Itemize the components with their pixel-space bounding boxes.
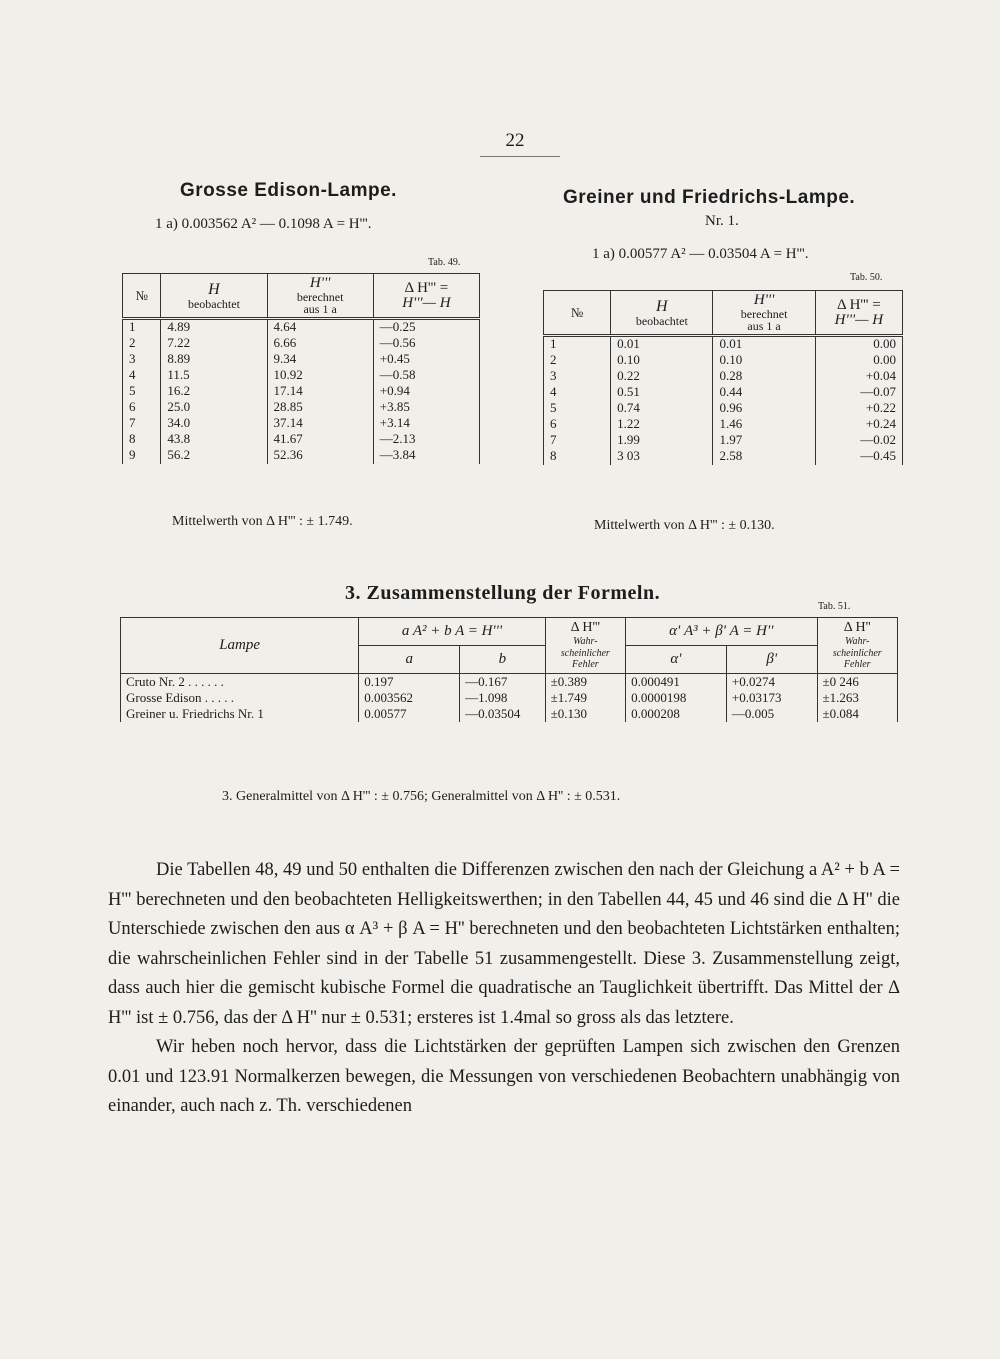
table-row — [121, 706, 898, 722]
table-cell: +3.85 — [373, 400, 479, 416]
table-cell: 3 — [123, 352, 161, 368]
table-cell: 0.000208 — [626, 706, 727, 722]
col-h: H beobachtet — [611, 291, 713, 336]
table-cell: 4 — [544, 385, 611, 401]
table-row — [544, 449, 903, 465]
table-cell: 0.00577 — [359, 706, 460, 722]
table-row — [544, 433, 903, 449]
table-cell: ±0.130 — [545, 706, 625, 722]
table-cell: —0.02 — [815, 433, 902, 449]
table-cell: 7.22 — [161, 336, 267, 352]
table-row — [544, 369, 903, 385]
table-cell: +0.94 — [373, 384, 479, 400]
right-subtitle: Nr. 1. — [705, 213, 739, 229]
table-row — [121, 690, 898, 706]
page-number: 22 — [505, 130, 525, 151]
table-cell: ±0 246 — [817, 673, 898, 690]
table-cell: —1.098 — [460, 690, 546, 706]
table-cell: 1.46 — [713, 417, 815, 433]
col-beta: β' — [726, 645, 817, 673]
table-cell: 6 — [123, 400, 161, 416]
table-cell: —0.58 — [373, 368, 479, 384]
col-b: b — [460, 645, 546, 673]
table-cell: 1.97 — [713, 433, 815, 449]
table-cell: 16.2 — [161, 384, 267, 400]
table-cell: +0.22 — [815, 401, 902, 417]
table-cell: ±0.389 — [545, 673, 625, 690]
col-a: a — [359, 645, 460, 673]
table-row — [544, 417, 903, 433]
table-cell: ±0.084 — [817, 706, 898, 722]
table-cell: +0.24 — [815, 417, 902, 433]
right-title: Greiner und Friedrichs-Lampe. — [563, 187, 856, 208]
table-cell: 2.58 — [713, 449, 815, 465]
table-cell: 1.99 — [611, 433, 713, 449]
col-lampe: Lampe — [121, 618, 359, 674]
right-tab-label: Tab. 50. — [850, 272, 883, 283]
table-cell: 0.74 — [611, 401, 713, 417]
section-tab-label: Tab. 51. — [818, 601, 851, 612]
table-cell: 1 — [123, 319, 161, 337]
col-nr: № — [123, 274, 161, 319]
table-cell: 8.89 — [161, 352, 267, 368]
table-cell: +0.03173 — [726, 690, 817, 706]
table-cell: 41.67 — [267, 432, 373, 448]
table-cell: 11.5 — [161, 368, 267, 384]
col-h3: H''' berechnet aus 1 a — [267, 274, 373, 319]
table-cell: Grosse Edison . . . . . — [121, 690, 359, 706]
table-cell: 4.89 — [161, 319, 267, 337]
table-cell: —3.84 — [373, 448, 479, 464]
table-cell: 0.96 — [713, 401, 815, 417]
left-formula: 1 a) 0.003562 A² — 0.1098 A = H'''. — [155, 216, 372, 232]
paragraph: Wir heben noch hervor, dass die Lichtstärken der geprüften Lampen sich zwischen den Grenzen 0.01 und 123.91 Normalkerzen bewegen, die Messungen von verschiedenen Beobachtern unabhängig von einander, auch nach z. Th. verschiedenen — [108, 1037, 900, 1116]
table-cell: 6.66 — [267, 336, 373, 352]
table-cell: +0.0274 — [726, 673, 817, 690]
table-cell: 0.28 — [713, 369, 815, 385]
table-cell: —0.45 — [815, 449, 902, 465]
table-cell: +0.45 — [373, 352, 479, 368]
body-text — [108, 856, 900, 1122]
table-cell: Greiner u. Friedrichs Nr. 1 — [121, 706, 359, 722]
table-row — [123, 352, 480, 368]
right-formula: 1 a) 0.00577 A² — 0.03504 A = H'''. — [592, 246, 809, 262]
table-cell: 0.00 — [815, 336, 902, 354]
right-table — [543, 290, 903, 465]
table-cell: —0.167 — [460, 673, 546, 690]
table-cell: 0.22 — [611, 369, 713, 385]
table-cell: 0.197 — [359, 673, 460, 690]
table-row — [123, 416, 480, 432]
col-alpha: α' — [626, 645, 727, 673]
table-cell: 0.10 — [713, 353, 815, 369]
table-cell: 2 — [123, 336, 161, 352]
table-cell: 5 — [544, 401, 611, 417]
table-row — [544, 336, 903, 354]
table-cell: 25.0 — [161, 400, 267, 416]
table-cell: 6 — [544, 417, 611, 433]
table-row — [544, 353, 903, 369]
table-cell: 10.92 — [267, 368, 373, 384]
table-cell: 8 — [544, 449, 611, 465]
table-cell: 0.000491 — [626, 673, 727, 690]
table-cell: 17.14 — [267, 384, 373, 400]
table-row — [123, 400, 480, 416]
paragraph: Die Tabellen 48, 49 und 50 enthalten die Differenzen zwischen den nach der Gleichung a A² + b A = H''' berechneten und den beobachteten Helligkeitswerthen; in den Tabellen 44, 45 und 46 sind die Δ H'' die Unterschiede zwischen den aus α A³ + β A = H'' berechneten und den beobachteten Lichtstärken enthalten; die wahrscheinlichen Fehler sind in der Tabelle 51 zusammengestellt. Diese 3. Zusammenstellung zeigt, dass auch hier die gemischt kubische Formel die quadratische an Tauglichkeit übertrifft. Das Mittel der Δ H''' ist ± 0.756, das der Δ H'' nur ± 0.531; ersteres ist 1.4mal so gross als das letztere. — [108, 860, 900, 1028]
table-cell: 0.10 — [611, 353, 713, 369]
page-number-rule — [480, 156, 560, 157]
table-cell: —0.03504 — [460, 706, 546, 722]
table-row — [123, 448, 480, 464]
table-row — [544, 401, 903, 417]
table-cell: 3 03 — [611, 449, 713, 465]
col-dh2: Δ H'' Wahr- scheinlicher Fehler — [817, 618, 898, 674]
table-cell: 0.01 — [611, 336, 713, 354]
table-cell: 0.0000198 — [626, 690, 727, 706]
table-row — [123, 319, 480, 337]
table-cell: 52.36 — [267, 448, 373, 464]
col-eq2: α' A³ + β' A = H'' — [626, 618, 817, 646]
table-cell: 0.00 — [815, 353, 902, 369]
table-cell: Cruto Nr. 2 . . . . . . — [121, 673, 359, 690]
table-cell: 8 — [123, 432, 161, 448]
table-row — [123, 432, 480, 448]
table-row — [544, 385, 903, 401]
table-row — [123, 384, 480, 400]
col-h3: H''' berechnet aus 1 a — [713, 291, 815, 336]
col-dh3: Δ H''' Wahr- scheinlicher Fehler — [545, 618, 625, 674]
table-cell: 9.34 — [267, 352, 373, 368]
table-cell: 3 — [544, 369, 611, 385]
left-tab-label: Tab. 49. — [428, 257, 461, 268]
table-cell: 1.22 — [611, 417, 713, 433]
formula-summary-table — [120, 617, 898, 722]
table-cell: 43.8 — [161, 432, 267, 448]
left-table — [122, 273, 480, 464]
table-cell: 9 — [123, 448, 161, 464]
col-h: H beobachtet — [161, 274, 267, 319]
table-cell: 56.2 — [161, 448, 267, 464]
col-nr: № — [544, 291, 611, 336]
table-cell: +0.04 — [815, 369, 902, 385]
table-cell: 7 — [544, 433, 611, 449]
table-row — [123, 368, 480, 384]
table-cell: —0.07 — [815, 385, 902, 401]
table-cell: ±1.749 — [545, 690, 625, 706]
table-cell: 1 — [544, 336, 611, 354]
left-title: Grosse Edison-Lampe. — [180, 180, 397, 201]
table-cell: 2 — [544, 353, 611, 369]
left-mean: Mittelwerth von Δ H''' : ± 1.749. — [172, 514, 353, 529]
table-cell: 0.01 — [713, 336, 815, 354]
col-diff: Δ H''' = H'''— H — [373, 274, 479, 319]
table-cell: 4.64 — [267, 319, 373, 337]
section-title: 3. Zusammenstellung der Formeln. — [345, 582, 661, 604]
table-row — [121, 673, 898, 690]
table-cell: 5 — [123, 384, 161, 400]
table-cell: +3.14 — [373, 416, 479, 432]
table-cell: 0.51 — [611, 385, 713, 401]
right-mean: Mittelwerth von Δ H''' : ± 0.130. — [594, 518, 775, 533]
table-cell: 7 — [123, 416, 161, 432]
table-cell: ±1.263 — [817, 690, 898, 706]
table-cell: 28.85 — [267, 400, 373, 416]
table-cell: 0.003562 — [359, 690, 460, 706]
table-cell: 37.14 — [267, 416, 373, 432]
table-cell: —0.005 — [726, 706, 817, 722]
table-cell: 4 — [123, 368, 161, 384]
table-cell: 34.0 — [161, 416, 267, 432]
col-eq1: a A² + b A = H''' — [359, 618, 545, 646]
table-cell: —2.13 — [373, 432, 479, 448]
table-row — [123, 336, 480, 352]
table-cell: 0.44 — [713, 385, 815, 401]
general-mean: 3. Generalmittel von Δ H''' : ± 0.756; Generalmittel von Δ H'' : ± 0.531. — [222, 789, 621, 804]
table-cell: —0.25 — [373, 319, 479, 337]
col-diff: Δ H''' = H'''— H — [815, 291, 902, 336]
table-cell: —0.56 — [373, 336, 479, 352]
